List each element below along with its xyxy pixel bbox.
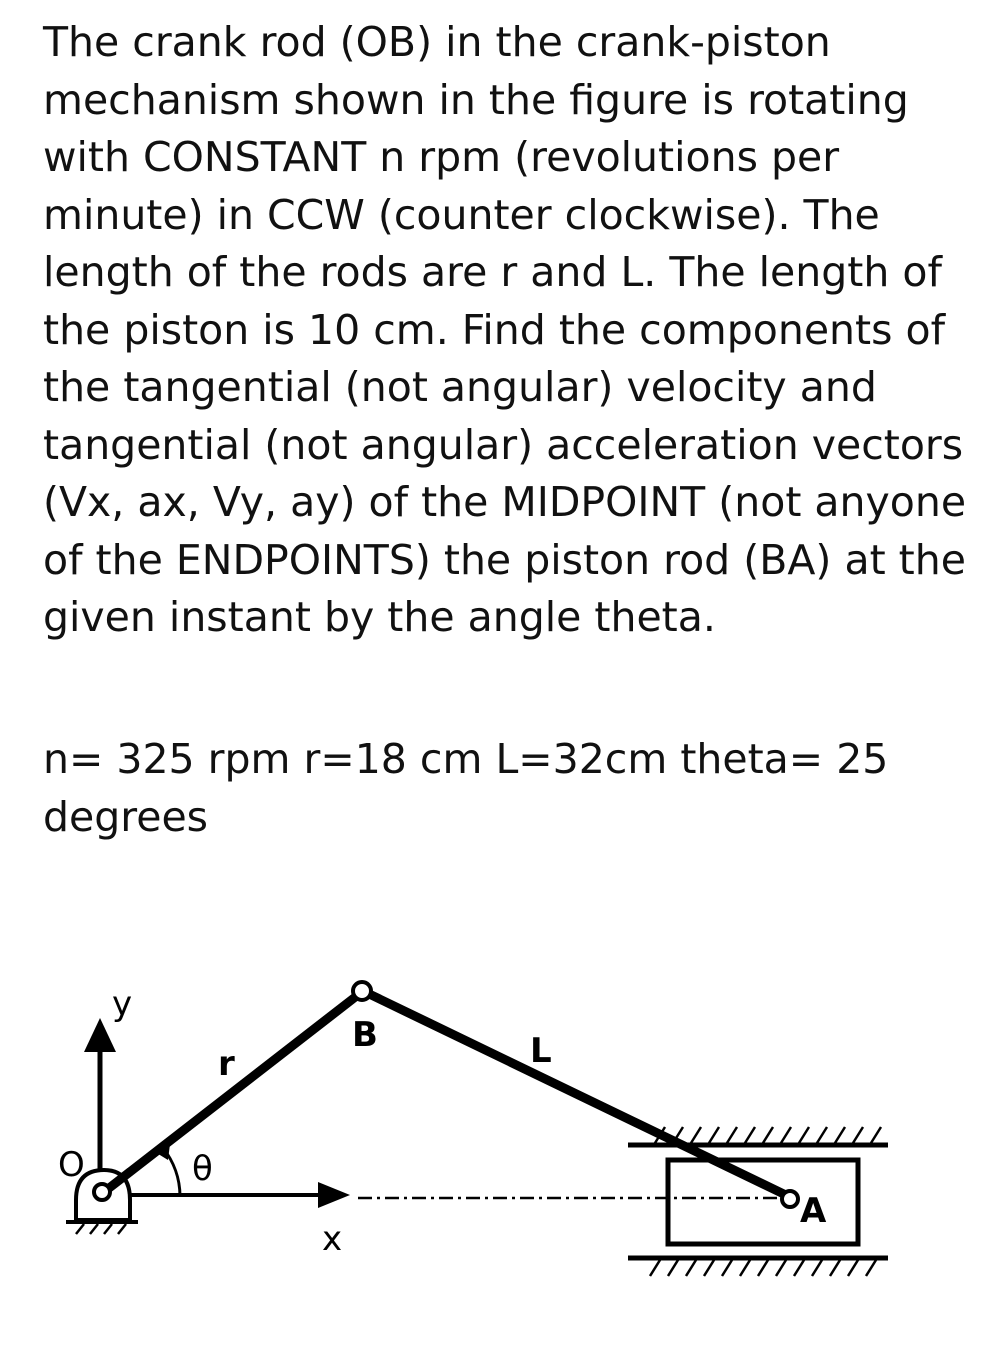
- bottom-guide: [628, 1258, 888, 1276]
- origin-label: O: [58, 1145, 85, 1185]
- crank-rod-ob: [104, 991, 363, 1192]
- y-axis: [84, 1018, 116, 1190]
- rod-length-label: L: [530, 1031, 552, 1071]
- angle-label: θ: [192, 1149, 213, 1189]
- pivot-o: [94, 1184, 110, 1200]
- problem-statement: The crank rod (OB) in the crank-piston mechanism shown in the figure is rotating with CONSTANT n rpm (revolutions per minute) in CCW (counter clockwise). The length of the rods are r and L. The length of the piston is 10 cm. Find the components of the tangential (not angular) velocity and tangential (not angular) acceleration vectors (Vx, ax, Vy, ay) of the MIDPOINT (not anyone of the ENDPOINTS) the piston rod (BA) at the given instant by the angle theta.: [43, 18, 967, 641]
- crank-length-label: r: [218, 1044, 235, 1084]
- x-axis-label: x: [322, 1219, 343, 1259]
- connecting-rod-ba: [363, 991, 790, 1197]
- y-axis-label: y: [112, 984, 133, 1024]
- pin-b: [353, 982, 371, 1000]
- crank-piston-diagram: [0, 960, 1008, 1300]
- given-values: n= 325 rpm r=18 cm L=32cm theta= 25 degrees: [43, 735, 889, 841]
- piston-block: [668, 1160, 858, 1244]
- x-axis: [100, 1182, 350, 1208]
- pin-a: [782, 1191, 798, 1207]
- pin-b-label: B: [352, 1015, 378, 1055]
- piston-point-label: A: [800, 1191, 827, 1231]
